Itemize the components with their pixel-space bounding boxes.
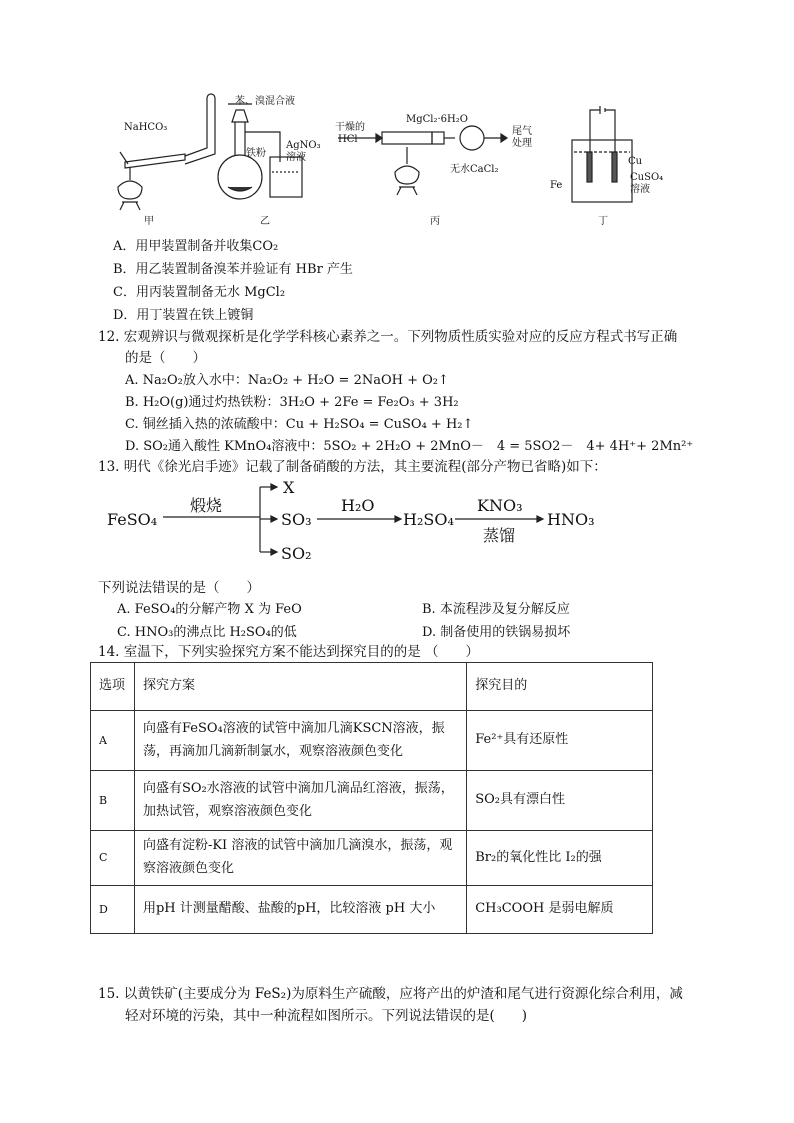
label-cacl2: 无水CaCl₂ (450, 164, 499, 175)
flow-so2: SO₂ (281, 544, 312, 563)
q11-option-b: B．用乙装置制备溴苯并验证有 HBr 产生 (113, 262, 353, 277)
flow-so3: SO₃ (281, 510, 312, 529)
row-option: B (91, 771, 135, 831)
q12-option-c: C. 铜丝插入热的浓硫酸中：Cu + H₂SO₄ = CuSO₄ + H₂↑ (125, 417, 474, 432)
flow-x: X (283, 478, 295, 497)
row-goal: CH₃COOH 是弱电解质 (467, 886, 653, 934)
flow-h2so4: H₂SO₄ (403, 510, 454, 529)
flow-h2o: H₂O (341, 496, 375, 515)
label-solution-2: 溶液 (630, 184, 650, 195)
label-ding: 丁 (598, 216, 608, 227)
apparatus-bing (338, 126, 507, 195)
label-dry-hcl-2: HCl (338, 134, 358, 145)
label-nahco3: NaHCO₃ (124, 122, 168, 133)
table-row (91, 886, 653, 934)
label-tail-gas-2: 处理 (512, 138, 532, 149)
flow-calcine: 煅烧 (190, 496, 223, 515)
q13-option-c: C. HNO₃的沸点比 H₂SO₄的低 (117, 625, 297, 640)
label-dry-hcl-1: 干燥的 (335, 122, 365, 133)
table-header-row (91, 663, 653, 711)
q15-line-2: 轻对环境的污染，其中一种流程如图所示。下列说法错误的是( ) (125, 1008, 528, 1024)
label-cu: Cu (628, 156, 643, 167)
row-plan: 向盛有SO₂水溶液的试管中滴加几滴品红溶液，振荡，加热试管，观察溶液颜色变化 (134, 771, 466, 831)
apparatus-jia (118, 94, 215, 210)
flow-distill: 蒸馏 (483, 526, 516, 545)
header-option: 选项 (91, 663, 135, 711)
table-row (91, 711, 653, 771)
row-goal: Fe²⁺具有还原性 (467, 711, 653, 771)
q13-option-b: B. 本流程涉及复分解反应 (422, 602, 570, 617)
row-option: D (91, 886, 135, 934)
q11-option-d: D．用丁装置在铁上镀铜 (113, 308, 254, 323)
label-iron-powder: 铁粉 (246, 148, 266, 159)
label-jia: 甲 (144, 216, 154, 227)
q12-stem-1: 12. 宏观辨识与微观探析是化学学科核心素养之一。下列物质性质实验对应的反应方程式书写正确 (98, 329, 678, 345)
row-plan: 用pH 计测量醋酸、盐酸的pH，比较溶液 pH 大小 (134, 886, 466, 934)
row-goal: Br₂的氧化性比 I₂的强 (467, 831, 653, 886)
header-goal: 探究目的 (467, 663, 653, 711)
q13-option-a: A. FeSO₄的分解产物 X 为 FeO (117, 602, 302, 617)
label-tail-gas-1: 尾气 (512, 126, 532, 137)
q12-option-a: A. Na₂O₂放入水中：Na₂O₂ + H₂O = 2NaOH + O₂↑ (125, 373, 449, 388)
label-yi: 乙 (260, 216, 270, 227)
row-option: A (91, 711, 135, 771)
q12-stem-2: 的是（ ） (125, 350, 206, 366)
label-mgcl2: MgCl₂·6H₂O (406, 114, 468, 125)
apparatus-ding (572, 106, 632, 202)
row-plan: 向盛有淀粉-KI 溶液的试管中滴加几滴溴水，振荡，观察溶液颜色变化 (134, 831, 466, 886)
header-plan: 探究方案 (134, 663, 466, 711)
label-bing: 丙 (430, 216, 440, 227)
label-solution-1: 溶液 (286, 152, 306, 163)
q14-stem: 14. 室温下，下列实验探究方案不能达到探究目的的是 （ ） (98, 644, 480, 660)
flow-hno3: HNO₃ (547, 510, 595, 529)
row-plan: 向盛有FeSO₄溶液的试管中滴加几滴KSCN溶液，振荡，再滴加几滴新制氯水，观察溶液颜色变化 (134, 711, 466, 771)
q11-option-a: A．用甲装置制备并收集CO₂ (113, 239, 279, 254)
q13-stem: 13. 明代《徐光启手迹》记载了制备硝酸的方法，其主要流程(部分产物已省略)如下： (98, 459, 607, 475)
table-row (91, 831, 653, 886)
q14-table (90, 662, 653, 934)
q15-line-1: 15. 以黄铁矿(主要成分为 FeS₂)为原料生产硫酸，应将产出的炉渣和尾气进行资源化综合利用，减 (98, 986, 683, 1002)
q11-option-c: C．用丙装置制备无水 MgCl₂ (113, 285, 286, 300)
label-benzene-bromine: 苯、溴混合液 (235, 96, 295, 107)
q13-flowchart (105, 477, 605, 577)
apparatus-figure (110, 92, 680, 227)
label-fe: Fe (550, 180, 563, 191)
table-row (91, 771, 653, 831)
q12-option-d: D. SO₂通入酸性 KMnO₄溶液中：5SO₂ + 2H₂O + 2MnO－ 4 = 5SO2－ 4+ 4H⁺+ 2Mn²⁺ (125, 439, 694, 454)
q12-option-b: B. H₂O(g)通过灼热铁粉：3H₂O + 2Fe = Fe₂O₃ + 3H₂ (125, 395, 459, 410)
flow-feso4: FeSO₄ (107, 510, 158, 529)
label-agno3: AgNO₃ (286, 140, 321, 151)
row-goal: SO₂具有漂白性 (467, 771, 653, 831)
q13-option-d: D. 制备使用的铁锅易损坏 (422, 625, 571, 640)
row-option: C (91, 831, 135, 886)
q13-ask: 下列说法错误的是（ ） (98, 580, 260, 596)
label-cuso4: CuSO₄ (630, 172, 664, 183)
flow-kno3: KNO₃ (477, 496, 523, 515)
